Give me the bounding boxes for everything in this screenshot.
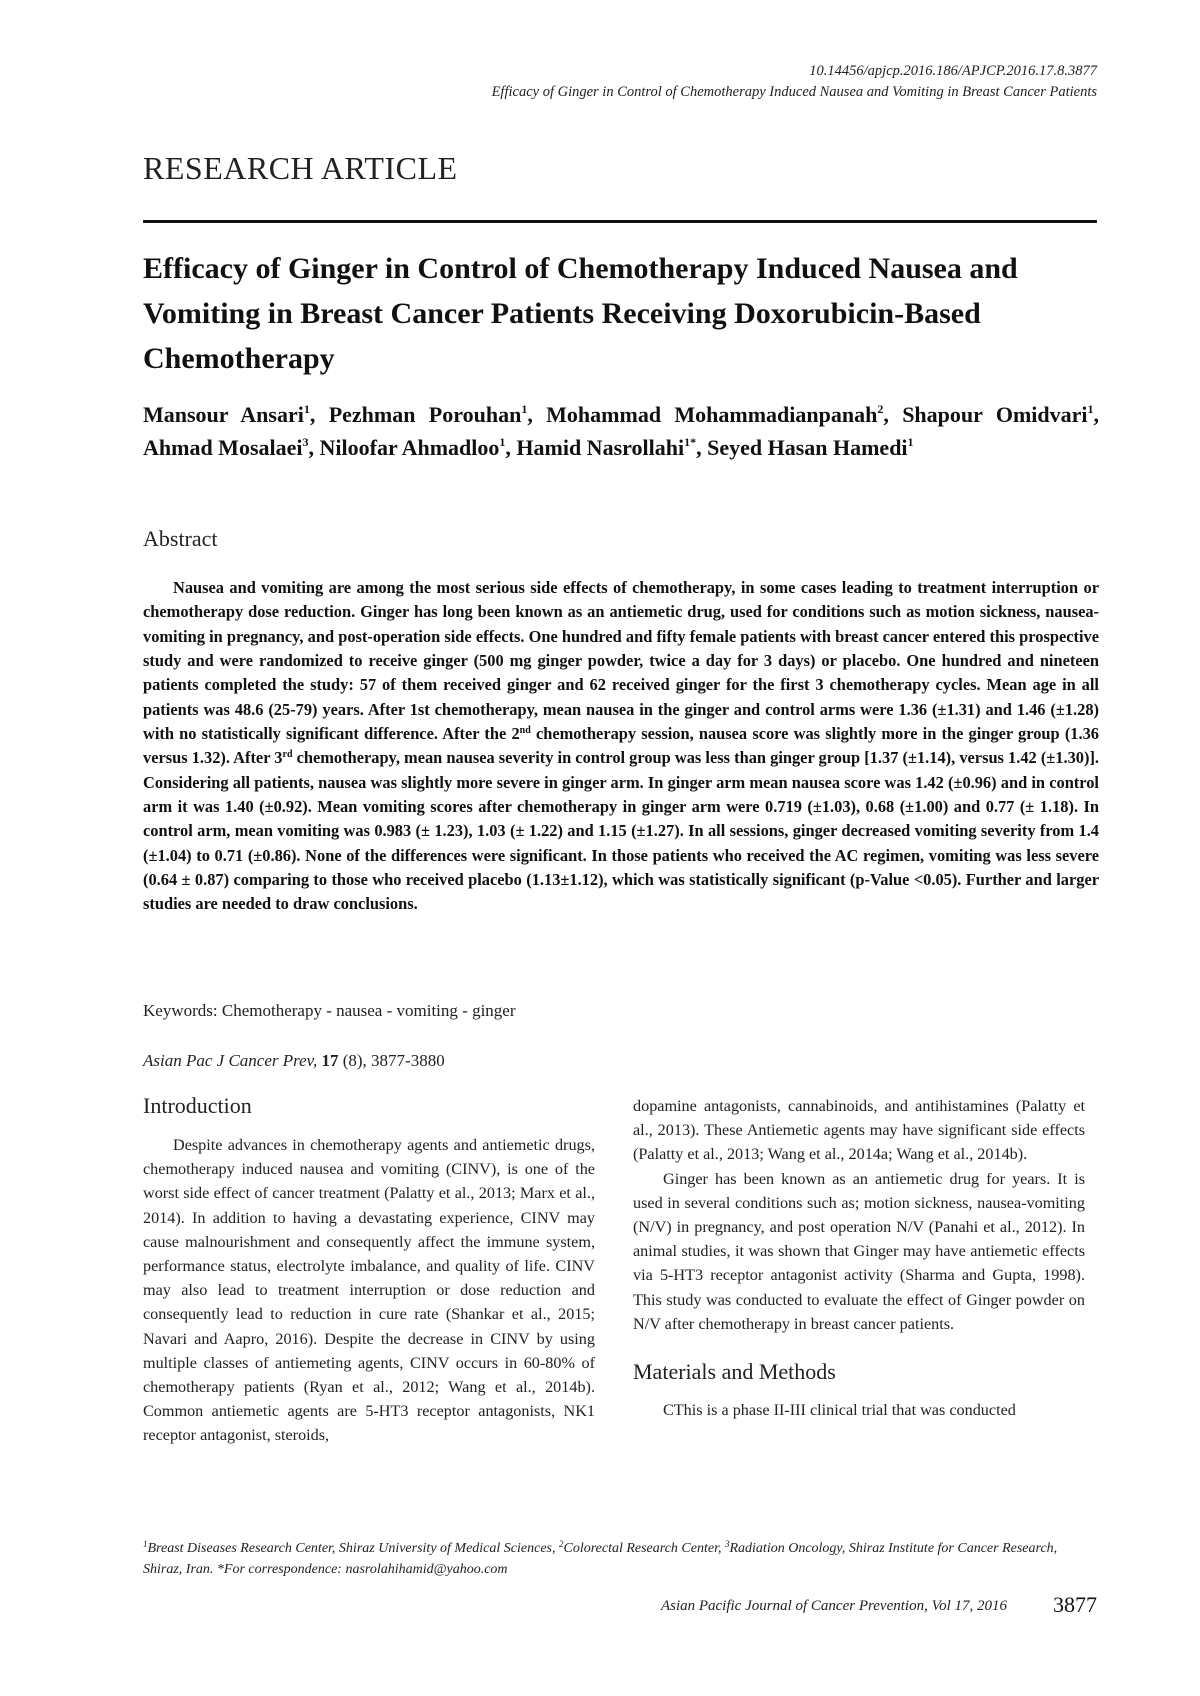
- introduction-paragraph-1-continued: dopamine antagonists, cannabinoids, and antihistamines (Palatty et al., 2013). These Antiemetic agents may have significant side effects (Palatty et al., 2013; Wang et al., 2014a; Wang et al., 2014b).: [633, 1097, 1085, 1164]
- abstract-text-1: Nausea and vomiting are among the most serious side effects of chemotherapy, in some cases leading to treatment interruption or chemotherapy dose reduction. Ginger has long been known as an antiemetic drug, used for conditions such as motion sickness, nausea-vomiting in pregnancy, and post-operation side effects. One hundred and fifty female patients with breast cancer entered this prospective study and were randomized to receive ginger (500 mg ginger powder, twice a day for 3 days) or placebo. One hundred and nineteen patients completed the study: 57 of them received ginger and 62 received ginger for the first 3 chemotherapy cycles. Mean age in all patients was 48.6 (25-79) years. After 1st chemotherapy, mean nausea in the ginger and control arms were 1.36 (±1.31) and 1.46 (±1.28) with no statistically significant difference. After the 2: [143, 578, 1099, 744]
- introduction-paragraph-2: Ginger has been known as an antiemetic drug for years. It is used in several conditions such as; motion sickness, nausea-vomiting (N/V) in pregnancy, and post operation N/V (Panahi et al., 2012). In animal studies, it was shown that Ginger may have antiemetic effects via 5-HT3 receptor antagonist activity (Sharma and Gupta, 1998). This study was conducted to evaluate the effect of Ginger powder on N/V after chemotherapy in breast cancer patients.: [633, 1169, 1085, 1333]
- footer-journal-name: Asian Pacific Journal of Cancer Prevention, Vol 17, 2016: [660, 1598, 1007, 1614]
- article-title: Efficacy of Ginger in Control of Chemotherapy Induced Nausea and Vomiting in Breast Cancer Patients Receiving Doxorubicin-Based Chemotherapy: [143, 252, 1018, 375]
- abstract-heading: Abstract: [143, 526, 218, 551]
- right-column: [633, 1094, 1085, 1422]
- author-affiliation-sup: 1: [499, 435, 506, 449]
- footnote-sup-1: 1: [143, 1539, 148, 1549]
- introduction-heading: Introduction: [143, 1093, 252, 1118]
- left-column: [143, 1094, 595, 1448]
- author-name: Hamid Nasrollahi: [516, 435, 685, 460]
- author-affiliation-sup: 1: [1087, 402, 1094, 416]
- citation-line: [143, 1051, 445, 1071]
- abstract-sup-2: rd: [282, 749, 293, 761]
- keywords-label: Keywords:: [143, 1001, 218, 1020]
- keywords-text: Chemotherapy - nausea - vomiting - ginger: [221, 1001, 516, 1020]
- author-name: Shapour Omidvari: [902, 402, 1088, 427]
- citation-journal: Asian Pac J Cancer Prev,: [143, 1051, 318, 1070]
- author-affiliation-sup: 3: [302, 435, 309, 449]
- footnote-sup-2: 2: [558, 1539, 564, 1549]
- methods-heading: Materials and Methods: [633, 1359, 836, 1385]
- author-affiliation-sup: 2: [877, 402, 884, 416]
- abstract-text-3: chemotherapy, mean nausea severity in control group was less than ginger group [1.37 (±1.14), versus 1.42 (±1.30)]. Considering all patients, nausea was slightly more severe in ginger arm. In ginger arm mean nausea score was 1.42 (±0.96) and in control arm it was 1.40 (±0.92). Mean vomiting scores after chemotherapy in ginger arm were 0.719 (±1.03), 0.68 (±1.00) and 0.77 (± 1.18). In control arm, mean vomiting was 0.983 (± 1.23), 1.03 (± 1.22) and 1.15 (±1.27). In all sessions, ginger decreased vomiting severity from 1.4 (±1.04) to 0.71 (±0.86). None of the differences were significant. In those patients who received the AC regimen, vomiting was less severe (0.64 ± 0.87) comparing to those who received placebo (1.13±1.12), which was statistically significant (p-Value <0.05). Further and larger studies are needed to draw conclusions.: [143, 748, 1099, 914]
- abstract-text-2: chemotherapy session, nausea score was slightly more in the ginger group (1.36 versus 1.32). After 3: [143, 724, 1099, 768]
- header-rule: [143, 220, 1097, 223]
- affiliation-footnote: [143, 1538, 1099, 1580]
- author-name: Mohammad Mohammadianpanah: [546, 402, 878, 427]
- citation-volume: 17: [321, 1051, 339, 1070]
- introduction-paragraph-1: Despite advances in chemotherapy agents and antiemetic drugs, chemotherapy induced nausea and vomiting (CINV), is one of the worst side effect of cancer treatment (Palatty et al., 2013; Marx et al., 2014). In addition to having a devastating experience, CINV may cause malnourishment and consequently affect the immune system, performance status, electrolyte imbalance, and quality of life. CINV may also lead to treatment interruption or dose reduction and consequently lead to reduction in cure rate (Shankar et al., 2015; Navari and Aapro, 2016). Despite the decrease in CINV by using multiple classes of antiemeting agents, CINV occurs in 60-80% of chemotherapy patients (Ryan et al., 2012; Wang et al., 2014b). Common antiemetic agents are 5-HT3 receptor antagonists, NK1 receptor antagonist, steroids,: [143, 1136, 595, 1445]
- footnote-affiliation-1: Breast Diseases Research Center, Shiraz University of Medical Sciences,: [147, 1541, 559, 1556]
- methods-paragraph-1: CThis is a phase II-III clinical trial that was conducted: [663, 1401, 1016, 1420]
- abstract-sup-1: nd: [519, 725, 531, 737]
- footnote-affiliation-3: Radiation Oncology, Shiraz Institute for Cancer Research, Shiraz, Iran. *For correspondence: nasrolahihamid@yahoo.com: [143, 1541, 1058, 1577]
- doi-header: 10.14456/apjcp.2016.186/APJCP.2016.17.8.3877: [809, 63, 1097, 79]
- author-name: Ahmad Mosalaei: [143, 435, 303, 460]
- author-name: Niloofar Ahmadloo: [319, 435, 500, 460]
- keywords-line: [143, 1001, 516, 1021]
- footnote-affiliation-2: Colorectal Research Center,: [563, 1541, 725, 1556]
- author-name: Pezhman Porouhan: [328, 402, 522, 427]
- footnote-sup-3: 3: [724, 1539, 730, 1549]
- author-affiliation-sup: 1: [521, 402, 528, 416]
- section-type-label: RESEARCH ARTICLE: [143, 150, 458, 186]
- page-number: 3877: [1053, 1592, 1097, 1617]
- author-name: Seyed Hasan Hamedi: [707, 435, 908, 460]
- author-list: Mansour Ansari$^1$, Pezhman Porouhan$^1$, Mohammad Mohammadianpanah$^2$, Shapour Omidvari$^1$, Ahmad Mosalaei$^3$, Niloofar Ahmadloo$^1$, Hamid Nasrollahi$^{1*}$, Seyed Hasan Hamedi$^1$: [143, 402, 1099, 460]
- running-title: Efficacy of Ginger in Control of Chemotherapy Induced Nausea and Vomiting in Breast Cancer Patients: [491, 84, 1097, 100]
- citation-issue: (8),: [342, 1051, 367, 1070]
- author-affiliation-sup: 1: [907, 435, 914, 449]
- citation-pages: 3877-3880: [371, 1051, 445, 1070]
- abstract-body: [143, 576, 1099, 917]
- author-affiliation-sup: 1*: [684, 435, 697, 449]
- author-name: Mansour Ansari: [143, 402, 304, 427]
- author-affiliation-sup: 1: [303, 402, 310, 416]
